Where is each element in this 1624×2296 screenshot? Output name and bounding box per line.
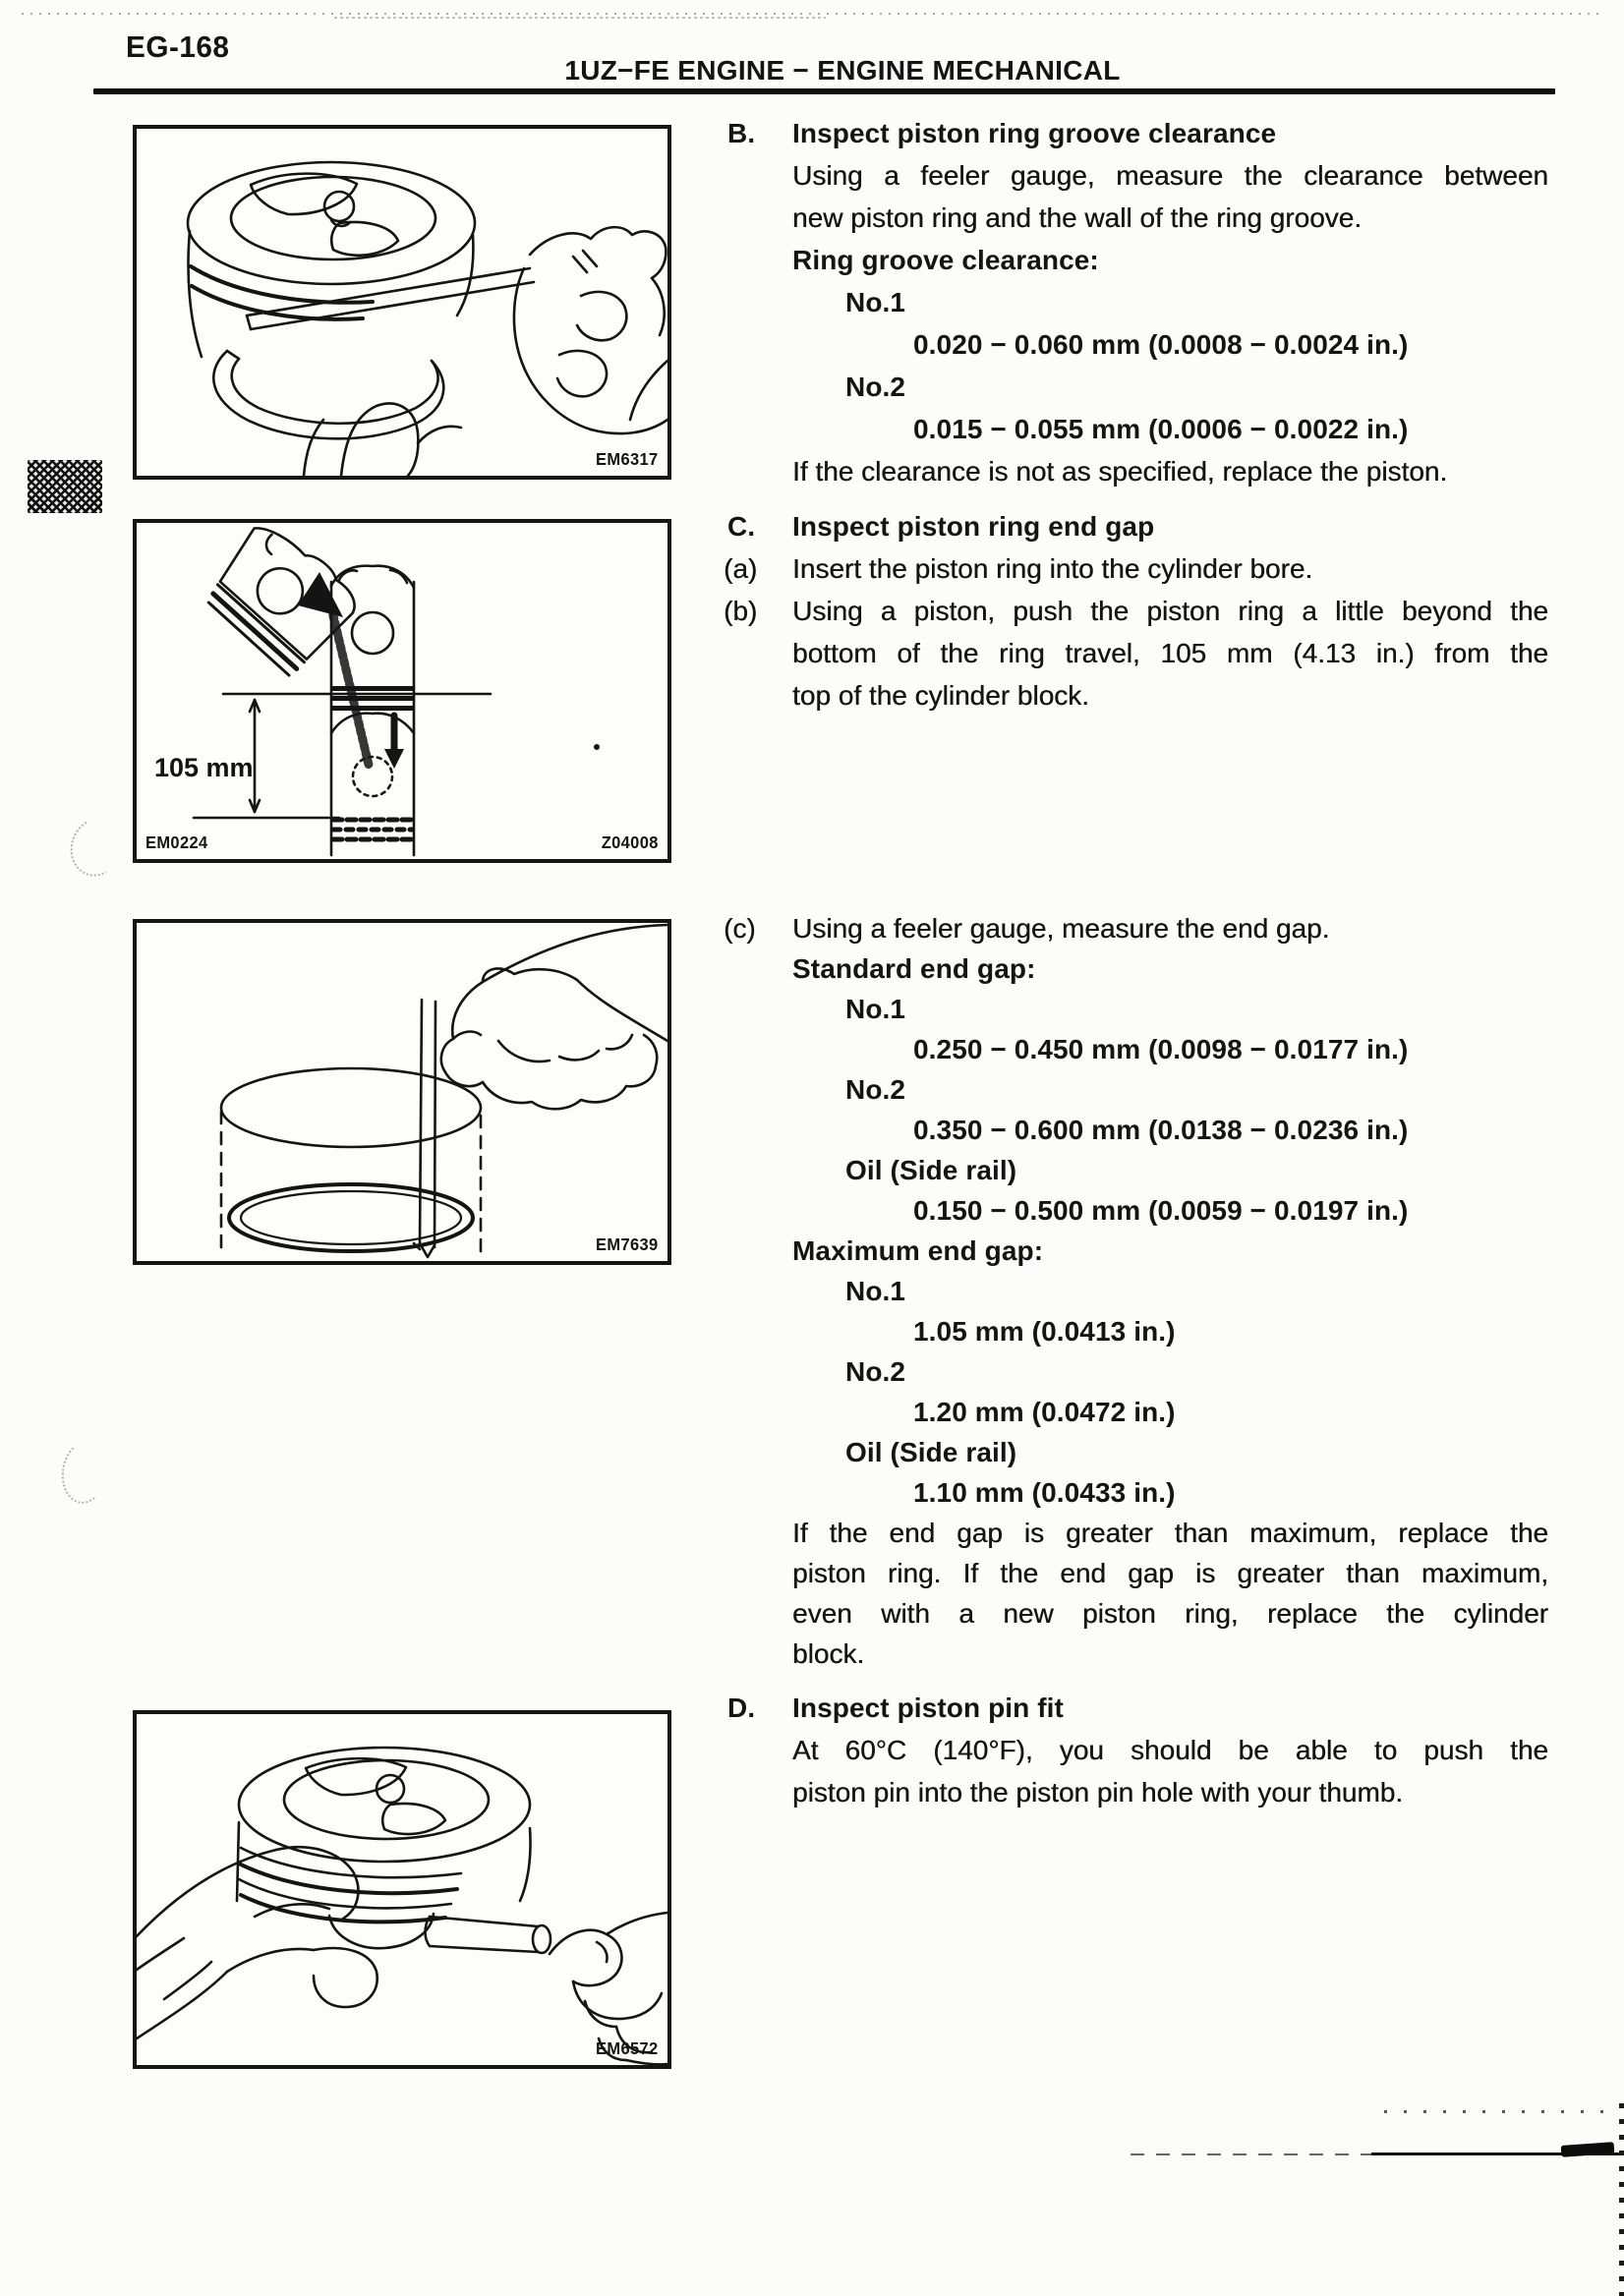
spec-value: 0.015 − 0.055 mm (0.0006 − 0.0022 in.) (913, 414, 1409, 444)
section-letter: B. (727, 118, 756, 148)
figure-code: EM6317 (596, 449, 659, 469)
scan-artifact-arc (58, 1438, 111, 1507)
spec-name: No.1 (845, 287, 906, 317)
spec-name: Oil (Side rail) (845, 1437, 1017, 1467)
end-gap-measurement-illustration (137, 923, 667, 1261)
dimension-label: 105 mm (154, 753, 254, 782)
section-tab-marker (28, 460, 102, 513)
spec-value: 0.150 − 0.500 mm (0.0059 − 0.0197 in.) (913, 1195, 1409, 1226)
figure-ring-groove-clearance (133, 125, 671, 480)
step-label: (c) (724, 913, 756, 944)
note-line: even with a new piston ring, replace the cylinder (792, 1598, 1548, 1629)
spec-value: 0.020 − 0.060 mm (0.0008 − 0.0024 in.) (913, 329, 1409, 360)
scan-line-bottom-left (1131, 2153, 1371, 2155)
ring-insertion-illustration (137, 523, 667, 859)
feeler-gauge-drawing (420, 1000, 435, 1257)
spec-name: No.1 (845, 1276, 906, 1306)
piston-ring-drawing (213, 351, 443, 438)
piston-pin-illustration (137, 1714, 667, 2065)
figure-piston-pin-fit (133, 1710, 671, 2069)
step-text-line: Using a piston, push the piston ring a little beyond the (792, 596, 1548, 626)
page-number: EG-168 (126, 29, 230, 64)
spec-value: 0.350 − 0.600 mm (0.0138 − 0.0236 in.) (913, 1115, 1409, 1145)
ring-stack-drawing (331, 686, 414, 711)
spec-value: 0.250 − 0.450 mm (0.0098 − 0.0177 in.) (913, 1034, 1409, 1064)
insertion-arrow (298, 572, 404, 769)
step-text: Using a feeler gauge, measure the end gap. (792, 913, 1330, 944)
note-line: If the end gap is greater than maximum, replace the (792, 1518, 1548, 1548)
scan-noise-bottom (1384, 2110, 1610, 2113)
body-line: new piston ring and the wall of the ring groove. (792, 202, 1363, 233)
figure-code: EM0224 (145, 832, 208, 852)
section-letter: D. (727, 1693, 756, 1723)
note-line: block. (792, 1638, 865, 1669)
spec-heading: Ring groove clearance: (792, 245, 1099, 275)
spec-name: No.2 (845, 1074, 906, 1105)
spec-value: 1.05 mm (0.0413 in.) (913, 1316, 1176, 1347)
figure-code: EM7639 (596, 1234, 659, 1254)
spec-value: 1.10 mm (0.0433 in.) (913, 1477, 1176, 1508)
figure-code: EM6572 (596, 2038, 659, 2058)
note-line: If the clearance is not as specified, replace the piston. (792, 456, 1448, 487)
figure-code: Z04008 (601, 832, 659, 852)
step-label: (a) (724, 553, 758, 584)
step-text-line: bottom of the ring travel, 105 mm (4.13 in.) from the (792, 638, 1548, 668)
body-line: At 60°C (140°F), you should be able to push the (792, 1735, 1548, 1765)
page-title: 1UZ−FE ENGINE − ENGINE MECHANICAL (564, 55, 1121, 86)
section-title: Inspect piston ring end gap (792, 511, 1155, 542)
piston-ring-drawing (229, 1184, 473, 1251)
figure-measure-end-gap (133, 919, 671, 1265)
binding-marks-right-edge (1619, 2103, 1624, 2296)
step-text-line: top of the cylinder block. (792, 680, 1089, 711)
piston-drawing (188, 162, 475, 357)
body-line: Using a feeler gauge, measure the clearance between (792, 160, 1548, 191)
spec-name: No.2 (845, 1356, 906, 1387)
spec-heading: Standard end gap: (792, 953, 1036, 984)
header-rule (93, 88, 1555, 94)
step-label: (b) (724, 596, 758, 626)
scan-speck (594, 744, 600, 750)
spec-name: No.1 (845, 994, 906, 1024)
spec-value: 1.20 mm (0.0472 in.) (913, 1397, 1176, 1427)
scan-artifact-arc (63, 811, 130, 883)
section-letter: C. (727, 511, 756, 542)
spec-name: No.2 (845, 372, 906, 402)
scan-noise-top (22, 13, 1598, 15)
section-title: Inspect piston ring groove clearance (792, 118, 1277, 148)
spec-name: Oil (Side rail) (845, 1155, 1017, 1185)
step-text: Insert the piston ring into the cylinder bore. (792, 553, 1313, 584)
scan-noise-top-2 (334, 17, 826, 19)
section-title: Inspect piston pin fit (792, 1693, 1064, 1723)
piston-feeler-gauge-illustration (137, 129, 667, 476)
cylinder-bore-drawing (221, 1068, 481, 1255)
piston-pin-drawing (426, 1917, 551, 1953)
spec-heading: Maximum end gap: (792, 1235, 1044, 1266)
body-line: piston pin into the piston pin hole with your thumb. (792, 1777, 1404, 1808)
hand-drawing (441, 925, 667, 1109)
figure-ring-into-bore (133, 519, 671, 863)
note-line: piston ring. If the end gap is greater than maximum, (792, 1558, 1548, 1588)
